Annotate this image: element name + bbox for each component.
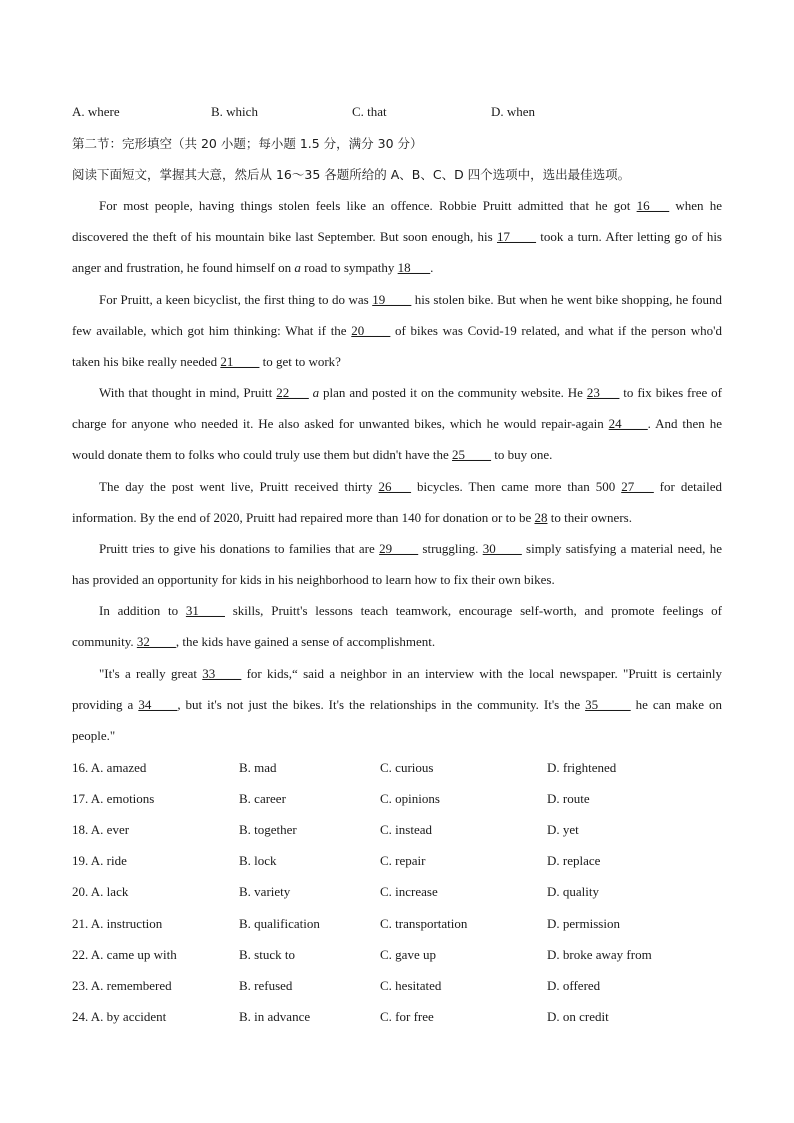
- paragraph-4: The day the post went live, Pruitt received thirty 26___ bicycles. Then came more than 500 27___ for detailed information. By the end of 2020, Pruitt had repaired more than 140 for donation or to be 28 to their owners.: [72, 479, 722, 525]
- option-c: C. that: [352, 104, 387, 119]
- question-number: 23.: [72, 977, 89, 993]
- question-number: 18.: [72, 822, 89, 838]
- blank-16: 16___: [636, 198, 670, 213]
- previous-question-options: [72, 104, 732, 124]
- question-option-c: C. hesitated: [380, 977, 442, 993]
- question-option-c: C. increase: [380, 884, 438, 900]
- question-option-c: C. opinions: [380, 791, 440, 807]
- question-option-a: 23. A. remembered: [72, 977, 172, 993]
- paragraph-1: For most people, having things stolen feels like an offence. Robbie Pruitt admitted that he got 16___ when he discovered the theft of his mountain bike last September. But soon enough, his 17____ took a turn. After letting go of his anger and frustration, he found himself on a road to sympathy 18___.: [72, 198, 722, 275]
- question-option-c: C. curious: [380, 760, 434, 775]
- question-option-a: 17. A. emotions: [72, 791, 155, 807]
- question-option-a: 16. A. amazed: [72, 760, 147, 775]
- blank-34: 34____: [138, 697, 178, 712]
- paragraph-5: Pruitt tries to give his donations to families that are 29____ struggling. 30____ simply satisfying a material need, he has provided an opportunity for kids in his neighborhood to learn how to fix their own bikes.: [72, 541, 722, 587]
- paragraph-7: "It's a really great 33____ for kids,“ said a neighbor in an interview with the local newspaper. "Pruitt is certainly providing a 34____, but it's not just the bikes. It's the relationships in the community. It's the 35_____ he can make on people.": [72, 666, 722, 743]
- paragraph-6: In addition to 31____ skills, Pruitt's lessons teach teamwork, encourage self-worth, and promote feelings of community. 32____, the kids have gained a sense of accomplishment.: [72, 603, 722, 649]
- blank-26: 26___: [378, 479, 411, 494]
- question-option-d: D. broke away from: [547, 946, 652, 962]
- question-option-c: C. gave up: [380, 946, 436, 962]
- question-option-d: D. replace: [547, 853, 601, 869]
- question-option-c: C. instead: [380, 822, 432, 838]
- question-number: 17.: [72, 791, 89, 807]
- question-option-b: B. qualification: [239, 915, 320, 931]
- blank-24: 24____: [608, 416, 648, 431]
- blank-17: 17____: [496, 229, 536, 244]
- question-option-b: B. career: [239, 791, 286, 807]
- question-option-d: D. frightened: [547, 760, 617, 775]
- question-option-d: D. yet: [547, 822, 579, 838]
- question-option-c: C. transportation: [380, 915, 468, 931]
- question-option-b: B. refused: [239, 977, 293, 993]
- blank-22: 22___: [276, 385, 309, 400]
- blank-18: 18___: [397, 260, 431, 275]
- question-option-d: D. route: [547, 791, 590, 807]
- section-instruction: 阅读下面短文，掌握其大意，然后从 16～35 各题所给的 A、B、C、D 四个选项中，选出最佳选项。: [72, 167, 631, 182]
- question-option-c: C. repair: [380, 853, 426, 869]
- blank-25: 25____: [452, 447, 492, 462]
- question-number: 16.: [72, 760, 89, 775]
- question-option-d: D. on credit: [547, 1008, 609, 1024]
- question-number: 22.: [72, 946, 89, 962]
- question-option-a: 20. A. lack: [72, 884, 129, 900]
- question-option-a: 22. A. came up with: [72, 946, 177, 962]
- question-option-a: 18. A. ever: [72, 822, 130, 838]
- question-number: 21.: [72, 915, 89, 931]
- question-number: 24.: [72, 1008, 89, 1024]
- question-option-d: D. permission: [547, 915, 620, 931]
- question-option-b: B. variety: [239, 884, 291, 900]
- question-option-d: D. quality: [547, 884, 599, 900]
- question-option-b: B. together: [239, 822, 297, 838]
- question-option-a: 24. A. by accident: [72, 1008, 167, 1024]
- option-b: B. which: [211, 104, 258, 119]
- question-option-b: B. in advance: [239, 1008, 311, 1024]
- question-option-c: C. for free: [380, 1008, 434, 1024]
- blank-21: 21____: [220, 354, 260, 369]
- blank-20: 20____: [351, 323, 391, 338]
- blank-33: 33____: [202, 666, 242, 681]
- section-title: 第二节：完形填空（共 20 小题；每小题 1.5 分，满分 30 分）: [72, 136, 423, 151]
- blank-31: 31____: [185, 603, 225, 618]
- question-option-a: 21. A. instruction: [72, 915, 163, 931]
- question-option-b: B. mad: [239, 760, 277, 775]
- blank-23: 23___: [586, 385, 620, 400]
- option-a: A. where: [72, 104, 120, 119]
- blank-28: 28: [534, 510, 548, 525]
- question-option-d: D. offered: [547, 977, 601, 993]
- blank-35: 35_____: [585, 697, 631, 712]
- blank-32: 32____: [136, 634, 176, 649]
- blank-19: 19____: [372, 292, 412, 307]
- question-number: 19.: [72, 853, 89, 869]
- question-number: 20.: [72, 884, 89, 900]
- paragraph-2: For Pruitt, a keen bicyclist, the first thing to do was 19____ his stolen bike. But when he went bike shopping, he found few available, which got him thinking: What if the 20____ of bikes was Covid-19 related, and what if the person who'd taken his bike really needed 21____ to get to work?: [72, 292, 722, 369]
- question-option-a: 19. A. ride: [72, 853, 127, 869]
- blank-27: 27___: [621, 479, 654, 494]
- paragraph-3: With that thought in mind, Pruitt 22___ a plan and posted it on the community website. He 23___ to fix bikes free of charge for anyone who needed it. He also asked for unwanted bikes, which he would repair-again 24____. And then he would donate them to folks who could truly use them but didn't have the 25____ to buy one.: [72, 385, 722, 462]
- question-option-b: B. stuck to: [239, 946, 295, 962]
- option-d: D. when: [491, 104, 536, 119]
- blank-29: 29____: [379, 541, 419, 556]
- question-option-b: B. lock: [239, 853, 277, 869]
- blank-30: 30____: [482, 541, 522, 556]
